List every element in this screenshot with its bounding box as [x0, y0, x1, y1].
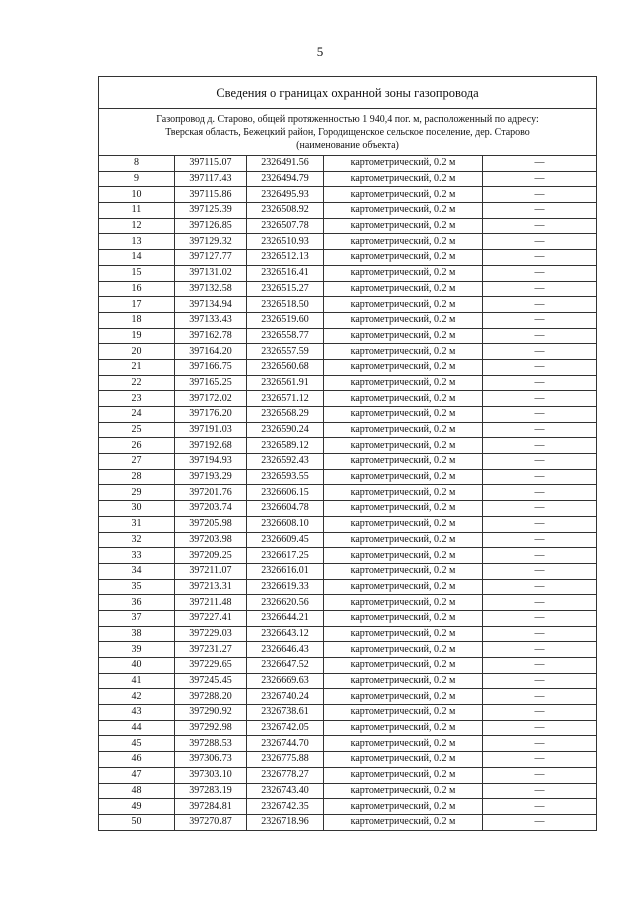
- empty-value-dash: —: [483, 736, 597, 752]
- empty-value-dash: —: [483, 328, 597, 344]
- method-accuracy: картометрический, 0.2 м: [324, 281, 483, 297]
- table-row: [99, 469, 597, 485]
- table-row: [99, 375, 597, 391]
- method-accuracy: картометрический, 0.2 м: [324, 595, 483, 611]
- page-number: 5: [316, 44, 324, 59]
- point-number: 12: [99, 218, 175, 234]
- table-row: [99, 720, 597, 736]
- coord-y: 2326571.12: [247, 391, 324, 407]
- method-accuracy: картометрический, 0.2 м: [324, 799, 483, 815]
- table-row: [99, 187, 597, 203]
- coord-y: 2326744.70: [247, 736, 324, 752]
- coord-y: 2326592.43: [247, 454, 324, 470]
- empty-value-dash: —: [483, 579, 597, 595]
- point-number: 8: [99, 156, 175, 172]
- coord-y: 2326512.13: [247, 250, 324, 266]
- method-accuracy: картометрический, 0.2 м: [324, 328, 483, 344]
- method-accuracy: картометрический, 0.2 м: [324, 203, 483, 219]
- coord-x: 397172.02: [175, 391, 247, 407]
- coord-x: 397245.45: [175, 673, 247, 689]
- method-accuracy: картометрический, 0.2 м: [324, 469, 483, 485]
- table-row: [99, 344, 597, 360]
- coord-x: 397283.19: [175, 783, 247, 799]
- empty-value-dash: —: [483, 312, 597, 328]
- point-number: 47: [99, 767, 175, 783]
- coord-y: 2326508.92: [247, 203, 324, 219]
- table-row: [99, 297, 597, 313]
- table-row: [99, 171, 597, 187]
- coord-y: 2326644.21: [247, 610, 324, 626]
- point-number: 31: [99, 516, 175, 532]
- point-number: 11: [99, 203, 175, 219]
- coord-y: 2326589.12: [247, 438, 324, 454]
- table-row: [99, 563, 597, 579]
- point-number: 13: [99, 234, 175, 250]
- coord-y: 2326740.24: [247, 689, 324, 705]
- coord-x: 397126.85: [175, 218, 247, 234]
- coord-y: 2326742.35: [247, 799, 324, 815]
- empty-value-dash: —: [483, 705, 597, 721]
- empty-value-dash: —: [483, 375, 597, 391]
- point-number: 15: [99, 265, 175, 281]
- method-accuracy: картометрический, 0.2 м: [324, 814, 483, 830]
- point-number: 24: [99, 407, 175, 423]
- coord-x: 397227.41: [175, 610, 247, 626]
- table-row: [99, 595, 597, 611]
- coord-x: 397192.68: [175, 438, 247, 454]
- coord-y: 2326669.63: [247, 673, 324, 689]
- point-number: 25: [99, 422, 175, 438]
- empty-value-dash: —: [483, 783, 597, 799]
- point-number: 20: [99, 344, 175, 360]
- point-number: 29: [99, 485, 175, 501]
- table-row: [99, 359, 597, 375]
- empty-value-dash: —: [483, 171, 597, 187]
- point-number: 38: [99, 626, 175, 642]
- coord-x: 397306.73: [175, 752, 247, 768]
- coord-x: 397284.81: [175, 799, 247, 815]
- point-number: 28: [99, 469, 175, 485]
- empty-value-dash: —: [483, 344, 597, 360]
- table-row: [99, 516, 597, 532]
- coord-x: 397203.74: [175, 501, 247, 517]
- empty-value-dash: —: [483, 658, 597, 674]
- point-number: 35: [99, 579, 175, 595]
- method-accuracy: картометрический, 0.2 м: [324, 736, 483, 752]
- coord-x: 397303.10: [175, 767, 247, 783]
- table-row: [99, 532, 597, 548]
- method-accuracy: картометрический, 0.2 м: [324, 516, 483, 532]
- table-row: [99, 579, 597, 595]
- coord-x: 397209.25: [175, 548, 247, 564]
- table-row: [99, 658, 597, 674]
- method-accuracy: картометрический, 0.2 м: [324, 485, 483, 501]
- coord-y: 2326558.77: [247, 328, 324, 344]
- point-number: 44: [99, 720, 175, 736]
- method-accuracy: картометрический, 0.2 м: [324, 579, 483, 595]
- point-number: 50: [99, 814, 175, 830]
- empty-value-dash: —: [483, 234, 597, 250]
- table-row: [99, 391, 597, 407]
- coord-x: 397165.25: [175, 375, 247, 391]
- coord-y: 2326606.15: [247, 485, 324, 501]
- empty-value-dash: —: [483, 673, 597, 689]
- coord-y: 2326560.68: [247, 359, 324, 375]
- point-number: 16: [99, 281, 175, 297]
- coord-x: 397292.98: [175, 720, 247, 736]
- point-number: 14: [99, 250, 175, 266]
- coord-x: 397213.31: [175, 579, 247, 595]
- coord-x: 397176.20: [175, 407, 247, 423]
- point-number: 18: [99, 312, 175, 328]
- point-number: 37: [99, 610, 175, 626]
- empty-value-dash: —: [483, 187, 597, 203]
- coord-x: 397131.02: [175, 265, 247, 281]
- table-body: [99, 77, 597, 831]
- method-accuracy: картометрический, 0.2 м: [324, 454, 483, 470]
- coord-y: 2326510.93: [247, 234, 324, 250]
- coord-y: 2326507.78: [247, 218, 324, 234]
- coord-y: 2326590.24: [247, 422, 324, 438]
- empty-value-dash: —: [483, 265, 597, 281]
- method-accuracy: картометрический, 0.2 м: [324, 501, 483, 517]
- table-row: [99, 705, 597, 721]
- point-number: 39: [99, 642, 175, 658]
- point-number: 10: [99, 187, 175, 203]
- coord-y: 2326608.10: [247, 516, 324, 532]
- method-accuracy: картометрический, 0.2 м: [324, 187, 483, 203]
- coord-y: 2326646.43: [247, 642, 324, 658]
- empty-value-dash: —: [483, 281, 597, 297]
- empty-value-dash: —: [483, 548, 597, 564]
- table-row: [99, 234, 597, 250]
- empty-value-dash: —: [483, 799, 597, 815]
- coord-x: 397229.65: [175, 658, 247, 674]
- coord-x: 397193.29: [175, 469, 247, 485]
- empty-value-dash: —: [483, 391, 597, 407]
- point-number: 23: [99, 391, 175, 407]
- point-number: 48: [99, 783, 175, 799]
- coord-y: 2326568.29: [247, 407, 324, 423]
- coord-x: 397115.07: [175, 156, 247, 172]
- coord-y: 2326557.59: [247, 344, 324, 360]
- point-number: 34: [99, 563, 175, 579]
- table-row: [99, 422, 597, 438]
- coord-y: 2326647.52: [247, 658, 324, 674]
- point-number: 30: [99, 501, 175, 517]
- point-number: 36: [99, 595, 175, 611]
- table-row: [99, 736, 597, 752]
- coord-y: 2326494.79: [247, 171, 324, 187]
- table-row: [99, 203, 597, 219]
- table-row: [99, 281, 597, 297]
- empty-value-dash: —: [483, 250, 597, 266]
- empty-value-dash: —: [483, 297, 597, 313]
- coord-x: 397205.98: [175, 516, 247, 532]
- coord-y: 2326738.61: [247, 705, 324, 721]
- table-row: [99, 767, 597, 783]
- method-accuracy: картометрический, 0.2 м: [324, 234, 483, 250]
- method-accuracy: картометрический, 0.2 м: [324, 407, 483, 423]
- table-row: [99, 218, 597, 234]
- method-accuracy: картометрический, 0.2 м: [324, 563, 483, 579]
- table-title-row: [99, 77, 597, 109]
- table-row: [99, 438, 597, 454]
- coord-y: 2326518.50: [247, 297, 324, 313]
- coord-x: 397162.78: [175, 328, 247, 344]
- table-row: [99, 328, 597, 344]
- object-address: Тверская область, Бежецкий район, Городищенское сельское поселение, дер. Старово: [165, 126, 530, 138]
- point-number: 17: [99, 297, 175, 313]
- object-caption: (наименование объекта): [296, 139, 399, 151]
- coord-x: 397164.20: [175, 344, 247, 360]
- method-accuracy: картометрический, 0.2 м: [324, 438, 483, 454]
- table-row: [99, 626, 597, 642]
- empty-value-dash: —: [483, 156, 597, 172]
- coord-x: 397229.03: [175, 626, 247, 642]
- method-accuracy: картометрический, 0.2 м: [324, 767, 483, 783]
- coord-y: 2326643.12: [247, 626, 324, 642]
- empty-value-dash: —: [483, 563, 597, 579]
- coord-y: 2326743.40: [247, 783, 324, 799]
- table-row: [99, 312, 597, 328]
- point-number: 42: [99, 689, 175, 705]
- coord-x: 397270.87: [175, 814, 247, 830]
- table-row: [99, 250, 597, 266]
- coord-y: 2326561.91: [247, 375, 324, 391]
- table-row: [99, 156, 597, 172]
- coord-x: 397201.76: [175, 485, 247, 501]
- empty-value-dash: —: [483, 438, 597, 454]
- coord-x: 397211.07: [175, 563, 247, 579]
- empty-value-dash: —: [483, 752, 597, 768]
- empty-value-dash: —: [483, 359, 597, 375]
- protection-zone-table: [98, 76, 597, 831]
- method-accuracy: картометрический, 0.2 м: [324, 265, 483, 281]
- point-number: 21: [99, 359, 175, 375]
- empty-value-dash: —: [483, 595, 597, 611]
- object-info: [99, 109, 597, 156]
- table-row: [99, 642, 597, 658]
- coord-x: 397117.43: [175, 171, 247, 187]
- empty-value-dash: —: [483, 626, 597, 642]
- coord-y: 2326775.88: [247, 752, 324, 768]
- point-number: 49: [99, 799, 175, 815]
- method-accuracy: картометрический, 0.2 м: [324, 548, 483, 564]
- empty-value-dash: —: [483, 610, 597, 626]
- empty-value-dash: —: [483, 407, 597, 423]
- coord-y: 2326616.01: [247, 563, 324, 579]
- point-number: 32: [99, 532, 175, 548]
- coord-x: 397211.48: [175, 595, 247, 611]
- coord-x: 397191.03: [175, 422, 247, 438]
- method-accuracy: картометрический, 0.2 м: [324, 171, 483, 187]
- table-row: [99, 752, 597, 768]
- coord-x: 397125.39: [175, 203, 247, 219]
- table-row: [99, 610, 597, 626]
- empty-value-dash: —: [483, 814, 597, 830]
- table-title: Сведения о границах охранной зоны газопровода: [99, 77, 597, 109]
- empty-value-dash: —: [483, 218, 597, 234]
- empty-value-dash: —: [483, 720, 597, 736]
- empty-value-dash: —: [483, 485, 597, 501]
- method-accuracy: картометрический, 0.2 м: [324, 752, 483, 768]
- method-accuracy: картометрический, 0.2 м: [324, 705, 483, 721]
- method-accuracy: картометрический, 0.2 м: [324, 250, 483, 266]
- table-row: [99, 814, 597, 830]
- method-accuracy: картометрический, 0.2 м: [324, 375, 483, 391]
- method-accuracy: картометрический, 0.2 м: [324, 720, 483, 736]
- coord-y: 2326617.25: [247, 548, 324, 564]
- coord-x: 397194.93: [175, 454, 247, 470]
- empty-value-dash: —: [483, 454, 597, 470]
- method-accuracy: картометрический, 0.2 м: [324, 344, 483, 360]
- method-accuracy: картометрический, 0.2 м: [324, 658, 483, 674]
- method-accuracy: картометрический, 0.2 м: [324, 642, 483, 658]
- empty-value-dash: —: [483, 469, 597, 485]
- point-number: 9: [99, 171, 175, 187]
- empty-value-dash: —: [483, 203, 597, 219]
- table-row: [99, 673, 597, 689]
- method-accuracy: картометрический, 0.2 м: [324, 312, 483, 328]
- point-number: 45: [99, 736, 175, 752]
- coord-x: 397288.53: [175, 736, 247, 752]
- table-row: [99, 454, 597, 470]
- method-accuracy: картометрический, 0.2 м: [324, 391, 483, 407]
- coord-x: 397288.20: [175, 689, 247, 705]
- method-accuracy: картометрический, 0.2 м: [324, 689, 483, 705]
- method-accuracy: картометрический, 0.2 м: [324, 156, 483, 172]
- table-row: [99, 501, 597, 517]
- point-number: 19: [99, 328, 175, 344]
- table-row: [99, 689, 597, 705]
- point-number: 41: [99, 673, 175, 689]
- object-info-row: [99, 109, 597, 156]
- empty-value-dash: —: [483, 689, 597, 705]
- point-number: 43: [99, 705, 175, 721]
- coord-y: 2326604.78: [247, 501, 324, 517]
- empty-value-dash: —: [483, 516, 597, 532]
- method-accuracy: картометрический, 0.2 м: [324, 422, 483, 438]
- coord-y: 2326516.41: [247, 265, 324, 281]
- table-row: [99, 265, 597, 281]
- coord-y: 2326609.45: [247, 532, 324, 548]
- coord-x: 397231.27: [175, 642, 247, 658]
- coord-x: 397115.86: [175, 187, 247, 203]
- point-number: 33: [99, 548, 175, 564]
- method-accuracy: картометрический, 0.2 м: [324, 783, 483, 799]
- coord-x: 397290.92: [175, 705, 247, 721]
- point-number: 40: [99, 658, 175, 674]
- table-row: [99, 407, 597, 423]
- coord-y: 2326778.27: [247, 767, 324, 783]
- method-accuracy: картометрический, 0.2 м: [324, 218, 483, 234]
- empty-value-dash: —: [483, 501, 597, 517]
- coord-x: 397134.94: [175, 297, 247, 313]
- coord-x: 397132.58: [175, 281, 247, 297]
- empty-value-dash: —: [483, 422, 597, 438]
- coord-y: 2326515.27: [247, 281, 324, 297]
- coord-y: 2326495.93: [247, 187, 324, 203]
- coord-x: 397166.75: [175, 359, 247, 375]
- empty-value-dash: —: [483, 642, 597, 658]
- coord-y: 2326593.55: [247, 469, 324, 485]
- coord-x: 397127.77: [175, 250, 247, 266]
- point-number: 22: [99, 375, 175, 391]
- table-row: [99, 799, 597, 815]
- method-accuracy: картометрический, 0.2 м: [324, 673, 483, 689]
- coord-x: 397133.43: [175, 312, 247, 328]
- method-accuracy: картометрический, 0.2 м: [324, 610, 483, 626]
- coord-y: 2326519.60: [247, 312, 324, 328]
- empty-value-dash: —: [483, 532, 597, 548]
- empty-value-dash: —: [483, 767, 597, 783]
- table-row: [99, 485, 597, 501]
- method-accuracy: картометрический, 0.2 м: [324, 359, 483, 375]
- point-number: 26: [99, 438, 175, 454]
- table-row: [99, 783, 597, 799]
- coord-y: 2326491.56: [247, 156, 324, 172]
- coord-y: 2326620.56: [247, 595, 324, 611]
- method-accuracy: картометрический, 0.2 м: [324, 532, 483, 548]
- coord-y: 2326742.05: [247, 720, 324, 736]
- coord-x: 397203.98: [175, 532, 247, 548]
- coord-y: 2326619.33: [247, 579, 324, 595]
- method-accuracy: картометрический, 0.2 м: [324, 297, 483, 313]
- point-number: 27: [99, 454, 175, 470]
- table-row: [99, 548, 597, 564]
- point-number: 46: [99, 752, 175, 768]
- coord-y: 2326718.96: [247, 814, 324, 830]
- method-accuracy: картометрический, 0.2 м: [324, 626, 483, 642]
- coord-x: 397129.32: [175, 234, 247, 250]
- object-description: Газопровод д. Старово, общей протяженностью 1 940,4 пог. м, расположенный по адресу:: [156, 113, 539, 125]
